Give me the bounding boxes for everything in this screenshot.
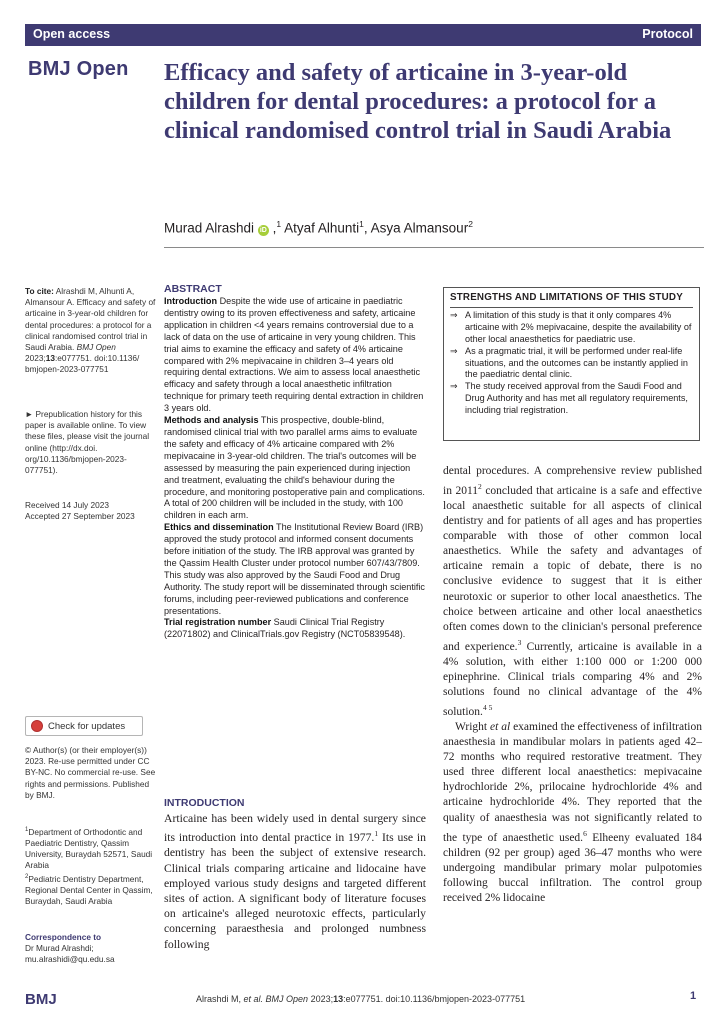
article-type-label: Protocol [642,27,693,41]
check-for-updates-button[interactable] [25,716,143,736]
abstract-ethics-text: The Institutional Review Board (IRB) approved the study protocol and informed consent documents before initiation of the study. The IRB approval was granted by the Qassim Health Cluster under protocol number 607/43/7809. This study was also approved by the Saudi Food and Drug Authority. The study report will be disseminated through scientific forums, including peer-reviewed publications and conference presentations. [164,522,425,616]
correspondence-block [25,932,157,966]
arrow-icon: ⇒ [450,381,458,392]
accepted-date: Accepted 27 September 2023 [25,511,135,522]
strength-item [450,346,693,382]
correspondence-text[interactable]: Dr Murad Alrashdi; mu.alrashidi@qu.edu.sa [25,943,115,965]
cite-text: Alrashdi M, Alhunti A, Almansour A. Efficacy and safety of articaine in 3-year-old children for dental procedures: a protocol for a clinical randomised control trial in Saudi Arabia. [25,286,156,353]
footer-volume: 13 [333,994,344,1004]
check-updates-icon [31,720,43,732]
strength-item [450,310,693,346]
author-affiliation: 2 [468,219,473,229]
footer-etal: et al [243,994,261,1004]
reference-link[interactable]: 4 5 [482,703,493,713]
intro-text: Wright [455,720,491,733]
footer-citation [196,994,525,1004]
abstract-intro-text: Despite the wide use of articaine in paediatric dentistry owing to its proven effectiveness and safety, articaine application in children <4 years remains controversial due to a lack of data on the use of articaine in very young children. This trial aims to examine the efficacy and safety of 4% articaine compared with 2% mepivacaine in children 3–4 years old requiring dental extractions. We aim to assess local anaesthetic efficacy and safety through a local anaesthetic infiltration technique for primary teeth requiring dental extraction in children 3 years old. [164,296,424,414]
received-date: Received 14 July 2023 [25,500,109,510]
cite-volume: 13 [45,353,55,364]
orcid-icon[interactable]: iD [259,226,267,234]
affiliation-1: Department of Orthodontic and Paediatric Dentistry, Qassim University, Buraydah 52571, Saudi Arabia [25,826,153,871]
author-list: Murad Alrashdi iD ,$^1$ Atyaf Alhunti$^1$, Asya Almansour$^2$ [164,219,473,236]
introduction-heading: INTRODUCTION [164,797,245,809]
open-access-label: Open access [33,27,111,41]
dates-block [25,500,157,522]
footer-doi[interactable]: :e077751. doi:10.1136/bmjopen-2023-077751 [343,994,526,1004]
header-bar [25,24,701,46]
journal-brand: BMJ Open [28,58,129,80]
intro-text: Its use in dentistry has been the subject of extensive research. Clinical trials comparing articaine and lidocaine have employed various study designs and targeted different sites of action. A significant body of literature focuses on articaine's alleged neurotoxic effects, particularly concerning paraesthesia and prolonged numbness following [164,831,427,951]
reference-link[interactable]: 2 [478,482,482,492]
abstract-trial-label: Trial registration number [164,617,272,628]
bmj-logo: BMJ [25,991,57,1008]
strengths-heading: STRENGTHS AND LIMITATIONS OF THIS STUDY [450,292,693,308]
footer-year: 2023; [308,994,334,1004]
author-name[interactable]: Atyaf Alhunti [284,220,360,236]
intro-text: Currently, articaine is available in a 4% solution, with either 1:100 000 or 1:200 000 epinephrine. Clinical trials comparing 4% and 2% solutions found no clinical advantage of the 4% solution. [443,640,702,718]
strength-item-text: The study received approval from the Saudi Food and Drug Authority and has met all regulatory requirements, including trial registration. [465,381,688,416]
author-affiliation: 1 [276,219,282,229]
abstract-ethics-label: Ethics and dissemination [164,522,274,533]
cite-year: 2023; [25,353,46,364]
copyright-text: © Author(s) (or their employer(s)) 2023. Re-use permitted under CC BY-NC. No commercial re-use. See rights and permissions. Published by BMJ. [25,745,156,800]
prepub-text[interactable]: ► Prepublication history for this paper is available online. To view these files, please visit the journal online (http://dx.doi. org/10.1136/bmjopen-2023- 077751). [25,409,150,476]
prepublication-note [25,409,157,476]
author-affiliation: 1 [359,219,364,229]
cite-doi[interactable]: :e077751. doi:10.1136/ bmjopen-2023-077751 [25,353,140,375]
aff-marker: 2 [25,873,29,880]
author-name[interactable]: Murad Alrashdi [164,220,255,236]
author-name[interactable]: Asya Almansour [370,220,469,236]
intro-text: concluded that articaine is a safe and effective local anaesthetic suitable for all aspects of clinical dentistry and for patients of all ages and has properties comparable with those of other common local anaesthetics. While the safety and advantages of articaine remain a topic of debate, there is no conclusive evidence to suggest that it is either neurotoxic or superior to other local anaesthetics. The choice between articaine and other local anaesthetics often comes down to the clinician's personal preference and experience. [443,484,702,653]
affiliation-2: Pediatric Dentistry Department, Regional Dental Center in Qassim, Buraydah, Saudi Arabia [25,873,153,906]
reference-link[interactable]: 6 [583,828,587,838]
intro-text: et al [490,720,511,733]
intro-text: dental procedures. A comprehensive review published in 2011 [443,465,702,497]
footer-authors: Alrashdi M, [196,994,244,1004]
reference-link[interactable]: 1 [374,829,379,839]
abstract-intro-label: Introduction [164,296,218,306]
strength-item [450,381,693,417]
aff-marker: 1 [25,827,29,833]
intro-text: Elheeny evaluated 184 children (92 per group) aged 36–47 months who were undergoing mandibular primary molar pulpotomies following buccal infiltration. The control group received 2% lidocaine [443,831,702,904]
abstract-heading: ABSTRACT [164,283,222,295]
introduction-col-1 [164,811,426,952]
abstract-body [164,296,426,641]
strengths-limitations-box [443,287,700,441]
citation-block [25,286,157,376]
intro-text: examined the effectiveness of infiltration anaesthesia in mandibular molars in patients aged 42–72 months who required restorative treatment. They used three different local anaesthetics: mepivacaine hydrochloride 2%, prilocaine hydrochloride 4% and articaine hydrochloride 4%. They reported that the quality of anaesthesia was not significantly related to the type of anaesthetic used. [443,720,702,844]
arrow-icon: ⇒ [450,309,458,320]
correspondence-heading: Correspondence to [25,932,102,942]
copyright-block [25,745,157,801]
check-updates-label: Check for updates [48,721,126,732]
cite-label: To cite: [25,286,54,296]
abstract-methods-label: Methods and analysis [164,415,259,426]
abstract-trial-text: Saudi Clinical Trial Registry (22071802) and ClinicalTrials.gov Registry (NCT05839548). [164,617,406,640]
article-title: Efficacy and safety of articaine in 3-year-old children for dental procedures: a protocol for a clinical randomised control trial in Saudi Arabia [164,59,672,144]
page-number: 1 [690,990,697,1002]
abstract-methods-text: This prospective, double-blind, randomised clinical trial with two parallel arms aims to evaluate the safety and efficacy of 4% articaine compared with 2% mepivacaine in 3-year-old children. The trial's outcomes will be assessed by measuring the pain experienced during injection and treatment, evaluating the child's behaviour during the procedure, and monitoring postoperative pain and complications. A total of 200 children will be included in the study, with 100 children in each arm. [164,415,425,521]
strength-item-text: As a pragmatic trial, it will be performed under real-life situations, and the outcomes can be instantly applied in the paediatric dental clinic. [465,345,688,380]
intro-text: Articaine has been widely used in dental surgery since its introduction into dental practice in 1977. [164,812,426,845]
arrow-icon: ⇒ [450,345,458,356]
reference-link[interactable]: 3 [517,637,522,647]
affiliations-block [25,825,157,907]
title-divider [164,247,704,248]
footer-journal: . BMJ Open [260,994,309,1004]
cite-journal: BMJ Open [76,342,116,353]
strength-item-text: A limitation of this study is that it only compares 4% articaine with 2% mepivacaine, despite the availability of other local anaesthetics for paediatric use. [465,309,692,344]
introduction-col-2 [443,464,702,906]
